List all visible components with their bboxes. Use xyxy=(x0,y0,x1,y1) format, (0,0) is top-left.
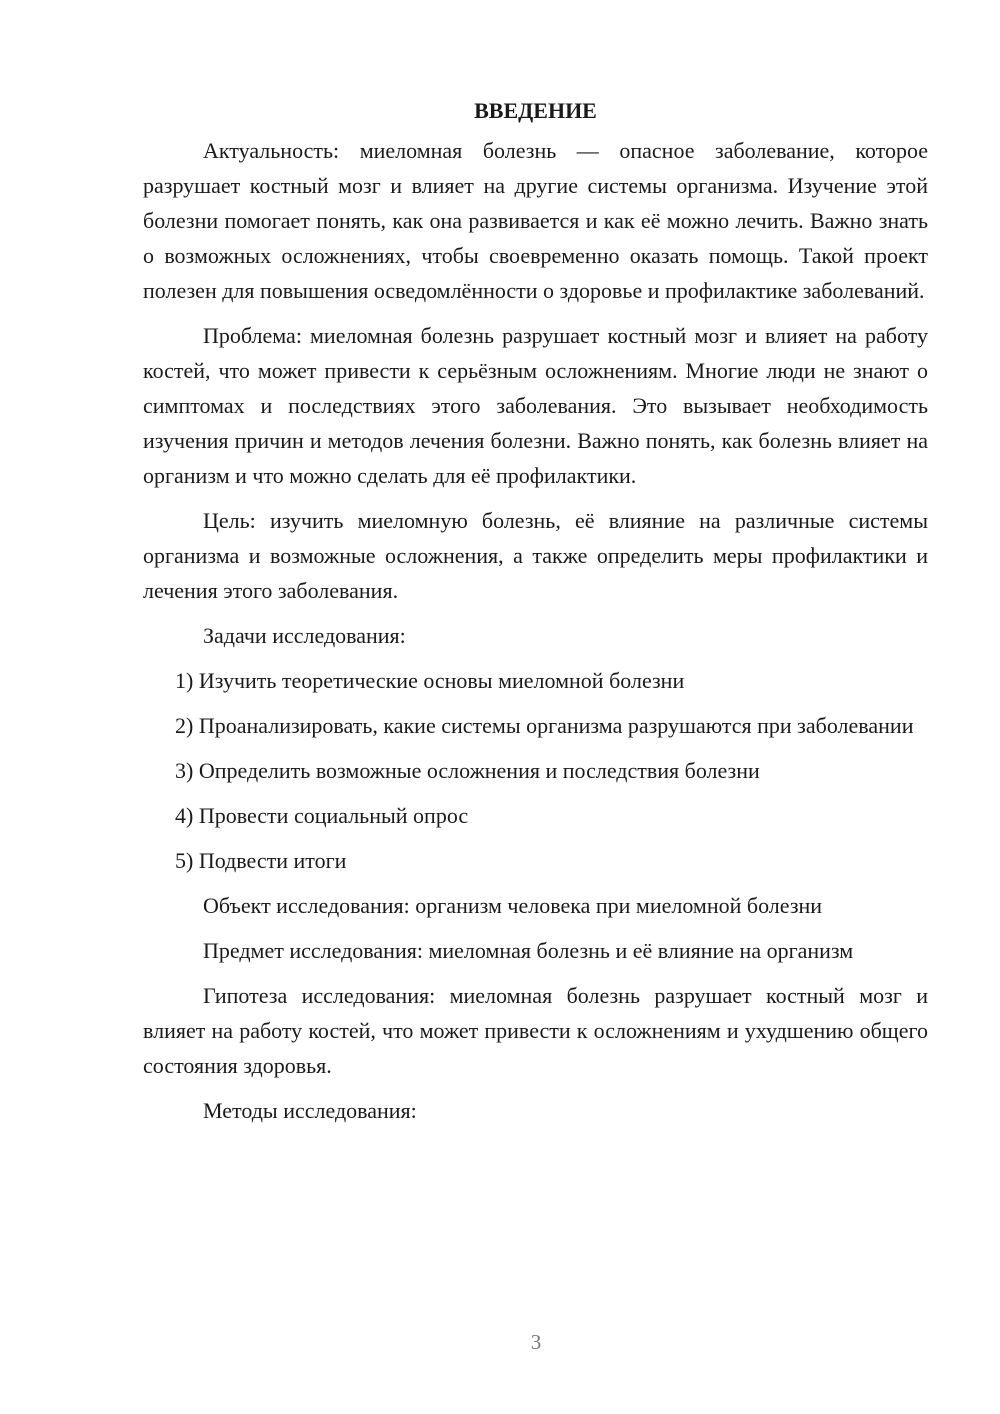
methods-heading: Методы исследования: xyxy=(203,1098,417,1123)
paragraph-relevance: Актуальность: миеломная болезнь — опасное заболевание, которое разрушает костный мозг и влияет на другие системы организма. Изучение этой болезни помогает понять, как она развивается и как её можно лечить. Важно знать о возможных осложнениях, чтобы своевременно оказать помощь. Такой проект полезен для повышения осведомлённости о здоровье и профилактике заболеваний. xyxy=(143,138,928,303)
paragraph-goal: Цель: изучить миеломную болезнь, её влияние на различные системы организма и возможные осложнения, а также определить меры профилактики и лечения этого заболевания. xyxy=(143,508,928,603)
tasks-heading: Задачи исследования: xyxy=(203,623,406,648)
paragraph-subject: Предмет исследования: миеломная болезнь и её влияние на организм xyxy=(203,938,854,963)
task-item-5: 5) Подвести итоги xyxy=(175,848,347,873)
paragraph-object: Объект исследования: организм человека при миеломной болезни xyxy=(203,893,823,918)
task-item-2: 2) Проанализировать, какие системы организма разрушаются при заболевании xyxy=(175,713,914,738)
section-title: ВВЕДЕНИЕ xyxy=(474,98,597,123)
paragraph-hypothesis: Гипотеза исследования: миеломная болезнь разрушает костный мозг и влияет на работу костей, что может привести к осложнениям и ухудшению общего состояния здоровья. xyxy=(143,983,928,1078)
page-number: 3 xyxy=(530,1330,542,1354)
page-content xyxy=(143,93,928,1138)
task-item-4: 4) Провести социальный опрос xyxy=(175,803,469,828)
paragraph-problem: Проблема: миеломная болезнь разрушает костный мозг и влияет на работу костей, что может привести к серьёзным осложнениям. Многие люди не знают о симптомах и последствиях этого заболевания. Это вызывает необходимость изучения причин и методов лечения болезни. Важно понять, как болезнь влияет на организм и что можно сделать для её профилактики. xyxy=(143,323,928,488)
task-item-3: 3) Определить возможные осложнения и последствия болезни xyxy=(175,758,760,783)
task-item-1: 1) Изучить теоретические основы миеломной болезни xyxy=(175,668,685,693)
